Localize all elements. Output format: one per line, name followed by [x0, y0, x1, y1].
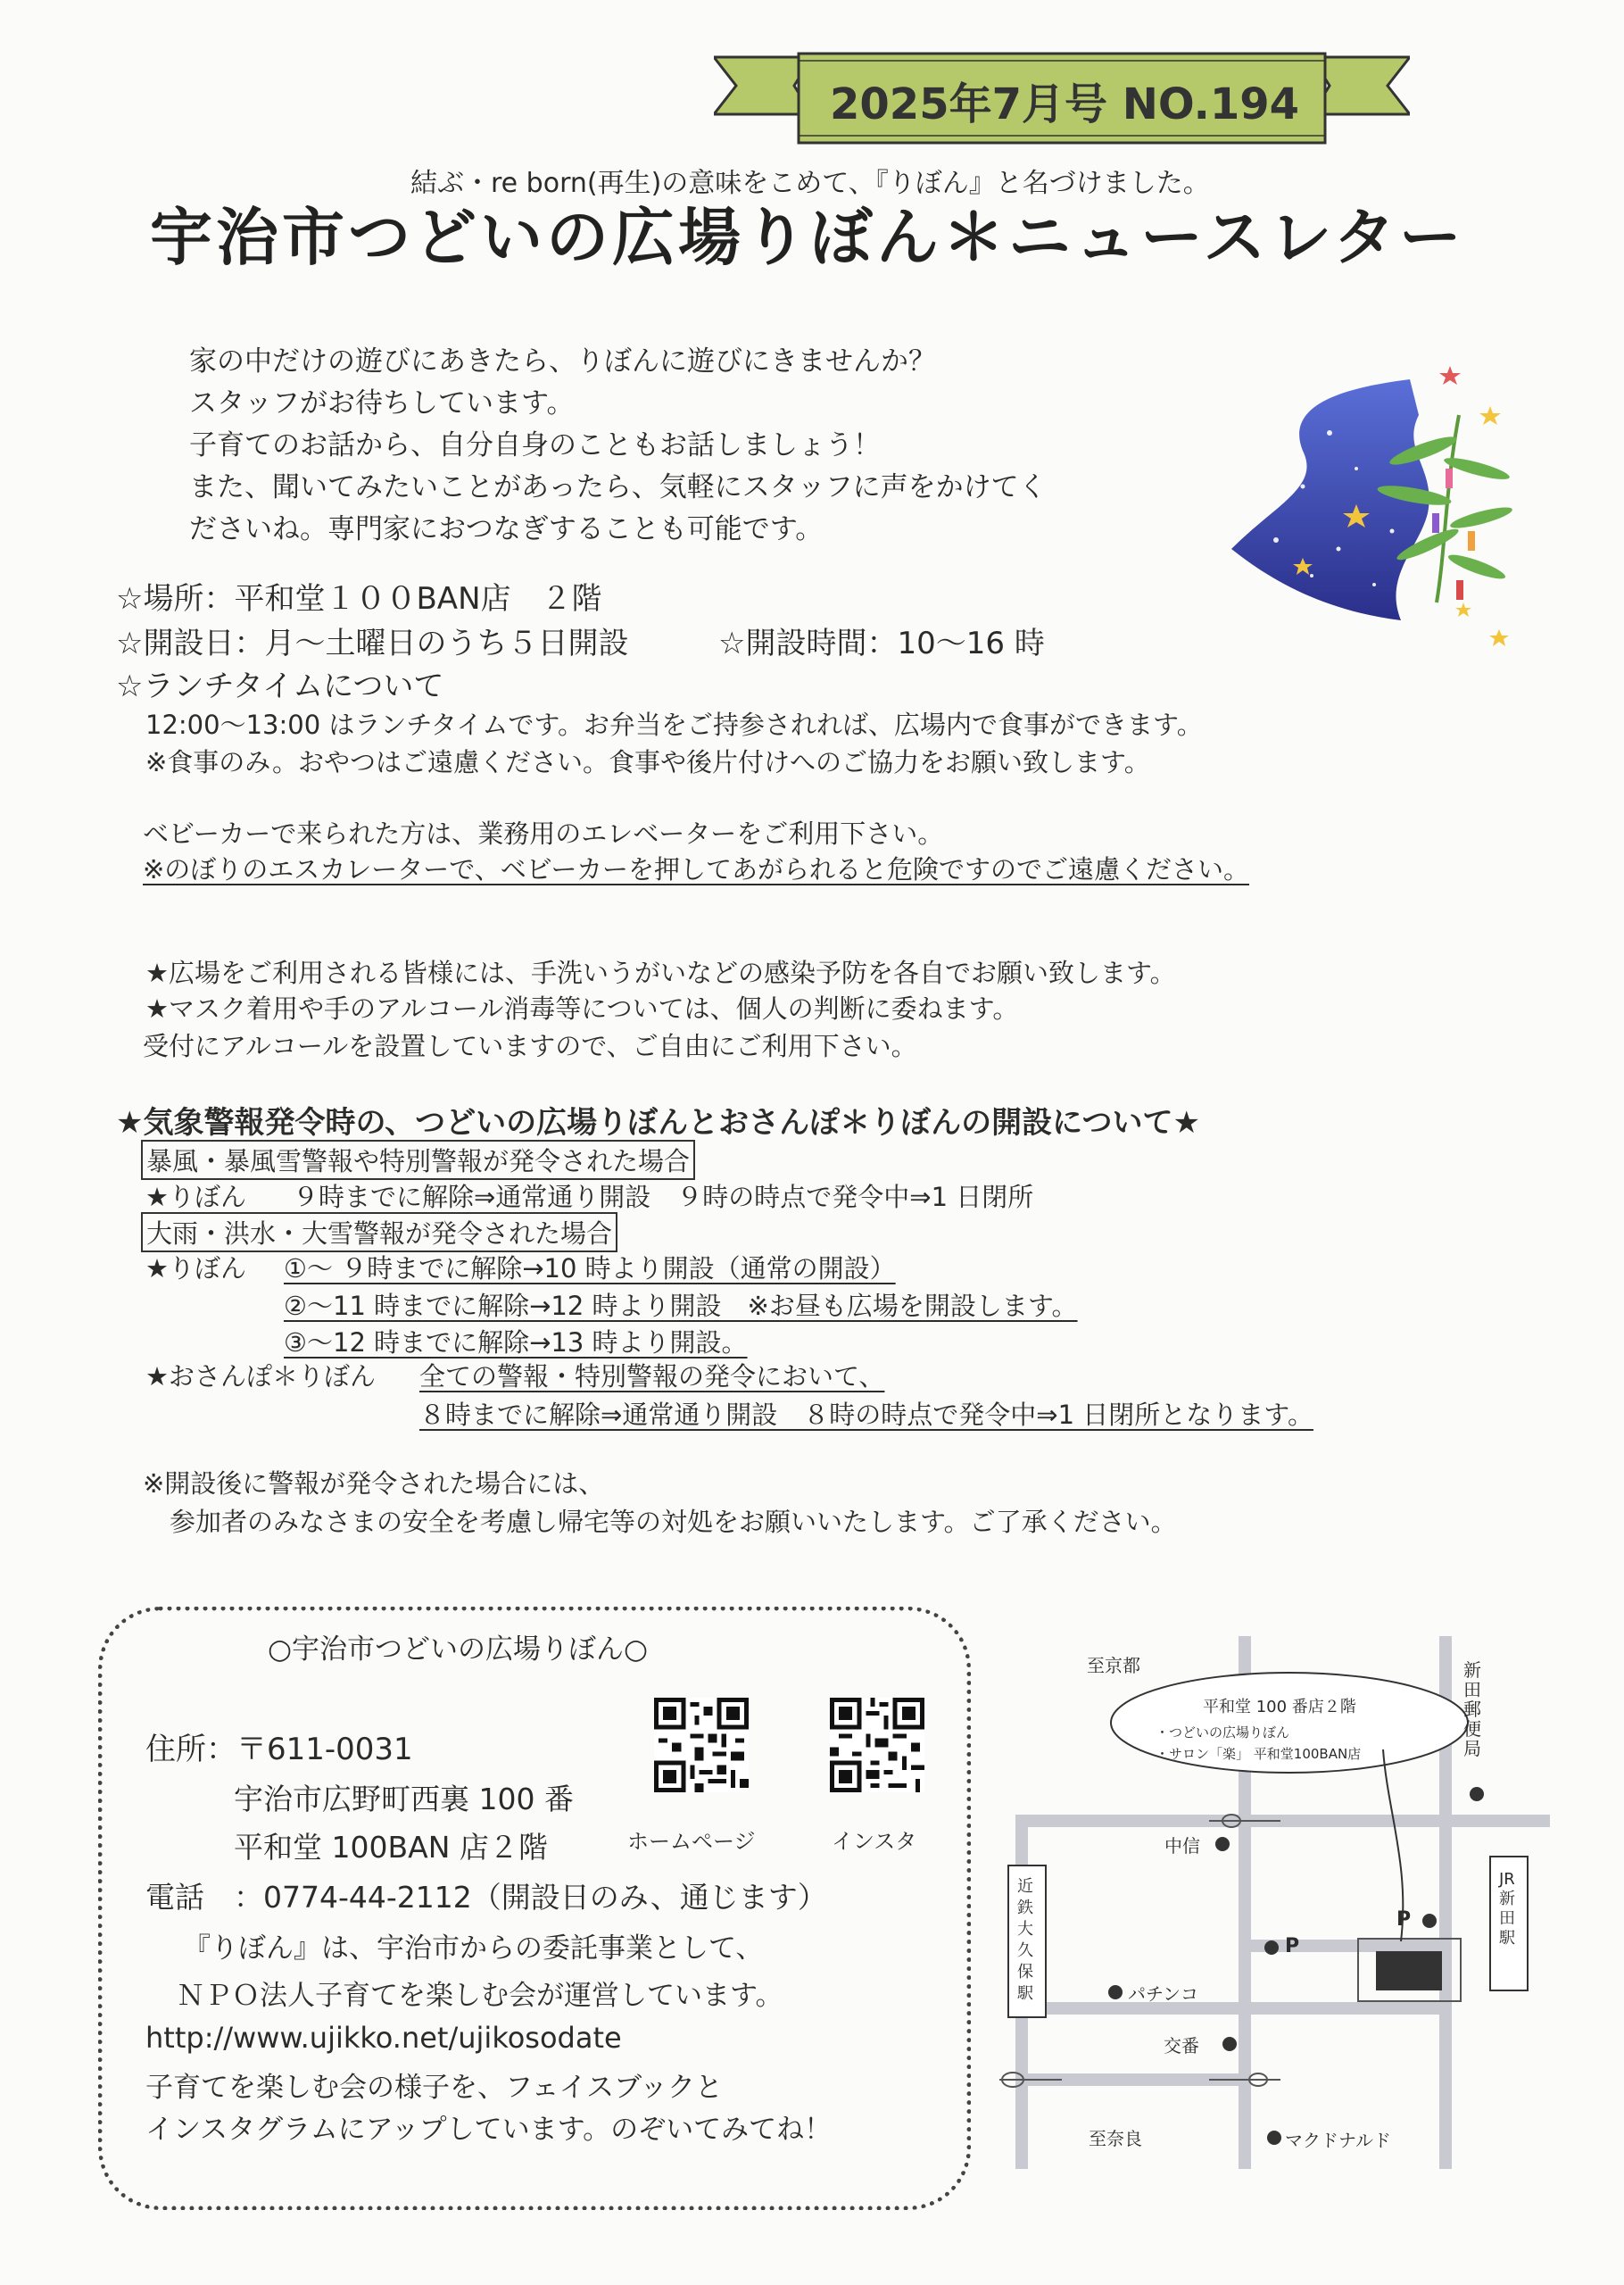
rain-rule-3: ③～12 時までに解除→13 時より開設。 [284, 1327, 748, 1358]
phone-number: 電話 ：0774-44-2112（開設日のみ、通じます） [145, 1880, 827, 1915]
access-map [990, 1633, 1562, 2169]
storm-rule: ９時までに解除⇒通常通り開設 ９時の時点で発令中⇒1 日閉所 [293, 1182, 1034, 1212]
hygiene-line: ★広場をご利用される皆様には、手洗いうがいなどの感染予防を各自でお願い致します。 [145, 958, 1176, 988]
intro-line: 子育てのお話から、自分自身のこともお話しましょう！ [189, 429, 881, 461]
weather-note-1: ※開設後に警報が発令された場合には、 [143, 1468, 605, 1499]
intro-line: 家の中だけの遊びにあきたら、りぼんに遊びにきませんか？ [189, 345, 936, 378]
intro-line: スタッフがお待ちしています。 [189, 387, 575, 420]
lunch-text-1: 12:00～13:00 はランチタイムです。お弁当をご持参されれば、広場内で食事ができます。 [145, 710, 1203, 740]
address-line: 住所：〒611-0031 [145, 1732, 413, 1767]
contact-heading: ○宇治市つどいの広場りぼん○ [268, 1633, 649, 1666]
qr-insta-label: インスタ [832, 1829, 917, 1854]
rain-warning-box: 大雨・洪水・大雪警報が発令された場合 [141, 1212, 617, 1252]
ribbon-label: ★りぼん [145, 1182, 246, 1212]
issue-number: 2025年7月号 NO.194 [830, 79, 1300, 129]
storm-warning-box: 暴風・暴風雪警報や特別警報が発令された場合 [141, 1140, 695, 1180]
map-label-koban: 交番 [1164, 2035, 1199, 2056]
issue-banner [714, 50, 1410, 148]
ribbon-label: ★りぼん [145, 1253, 246, 1284]
instagram-qr-icon[interactable] [830, 1698, 924, 1792]
header-subtitle: 結ぶ・re born(再生)の意味をこめて、『りぼん』と名づけました。 [410, 168, 1210, 199]
info-place: ☆場所：平和堂１００BAN店 ２階 [116, 581, 602, 617]
info-hours: ☆開設時間：10～16 時 [718, 626, 1045, 661]
map-label-kintetsu: 近鉄大久保駅 [1017, 1877, 1033, 2003]
lunch-text-2: ※食事のみ。おやつはご遠慮ください。食事や後片付けへのご協力をお願い致します。 [145, 747, 1150, 777]
info-days: ☆開設日：月～土曜日のうち５日開設 [116, 626, 629, 661]
org-line: 『りぼん』は、宇治市からの委託事業として、 [183, 1932, 764, 1965]
weather-note-2: 参加者のみなさまの安全を考慮し帰宅等の対処をお願いいたします。ご了承ください。 [170, 1507, 1177, 1537]
weather-heading: ★気象警報発令時の、つどいの広場りぼんとおさんぽ＊りぼんの開設について★ [116, 1105, 1200, 1141]
stroller-warning: ※のぼりのエスカレーターで、ベビーカーを押してあがられると危険ですのでご遠慮ください。 [143, 854, 1249, 885]
tanabata-illustration-icon [1222, 353, 1517, 656]
osanpo-rule-1: 全ての警報・特別警報の発令において、 [419, 1361, 885, 1392]
lunch-heading: ☆ランチタイムについて [116, 669, 444, 704]
stroller-text-1: ベビーカーで来られた方は、業務用のエレベーターをご利用下さい。 [143, 818, 944, 849]
map-label-pachinko: パチンコ [1128, 1983, 1198, 2005]
qr-home-label: ホームページ [627, 1829, 756, 1854]
newsletter-title: 宇治市つどいの広場りぼん＊ニュースレター [150, 201, 1465, 274]
hygiene-line: ★マスク着用や手のアルコール消毒等については、個人の判断に委ねます。 [145, 993, 1019, 1024]
address-line: 平和堂 100BAN 店２階 [234, 1830, 548, 1865]
rain-rule-2: ②～11 時までに解除→12 時より開設 ※お昼も広場を開設します。 [284, 1291, 1078, 1321]
website-link[interactable]: http://www.ujikko.net/ujikosodate [145, 2021, 622, 2055]
osanpo-rule-2: ８時までに解除⇒通常通り開設 ８時の時点で発令中⇒1 日閉所となります。 [419, 1400, 1313, 1430]
hygiene-line: 受付にアルコールを設置していますので、ご自由にご利用下さい。 [143, 1031, 917, 1061]
homepage-qr-icon[interactable] [654, 1698, 749, 1792]
sns-line: 子育てを楽しむ会の様子を、フェイスブックと [145, 2072, 723, 2104]
map-label-mcdonalds: マクドナルド [1285, 2130, 1391, 2151]
address-line: 宇治市広野町西裏 100 番 [234, 1782, 574, 1816]
sns-line: インスタグラムにアップしています。のぞいてみてね！ [145, 2114, 833, 2146]
intro-paragraph [189, 341, 1047, 551]
parking-icon: P [1396, 1908, 1412, 1931]
map-label-post-office: 新田郵便局 [1463, 1659, 1481, 1759]
map-label-nara: 至奈良 [1089, 2128, 1142, 2149]
map-bubble-line: ・つどいの広場りぼん [1156, 1724, 1290, 1741]
osanpo-label: ★おさんぽ＊りぼん [145, 1361, 376, 1392]
map-label-jr-station: JR新田駅 [1499, 1870, 1515, 1948]
map-label-chushin: 中信 [1164, 1835, 1200, 1857]
map-bubble-title: 平和堂 100 番店２階 [1203, 1698, 1356, 1716]
intro-line: また、聞いてみたいことがあったら、気軽にスタッフに声をかけてく [189, 471, 1047, 503]
rain-rule-1: ①～ ９時までに解除→10 時より開設（通常の開設） [284, 1253, 896, 1284]
org-line: ＮＰＯ法人子育てを楽しむ会が運営しています。 [177, 1980, 783, 2012]
map-label-kyoto: 至京都 [1087, 1655, 1140, 1676]
intro-line: ださいね。専門家におつなぎすることも可能です。 [189, 513, 824, 545]
parking-icon: P [1285, 1935, 1300, 1957]
map-bubble-line: ・サロン「楽」 平和堂100BAN店 [1156, 1746, 1362, 1762]
